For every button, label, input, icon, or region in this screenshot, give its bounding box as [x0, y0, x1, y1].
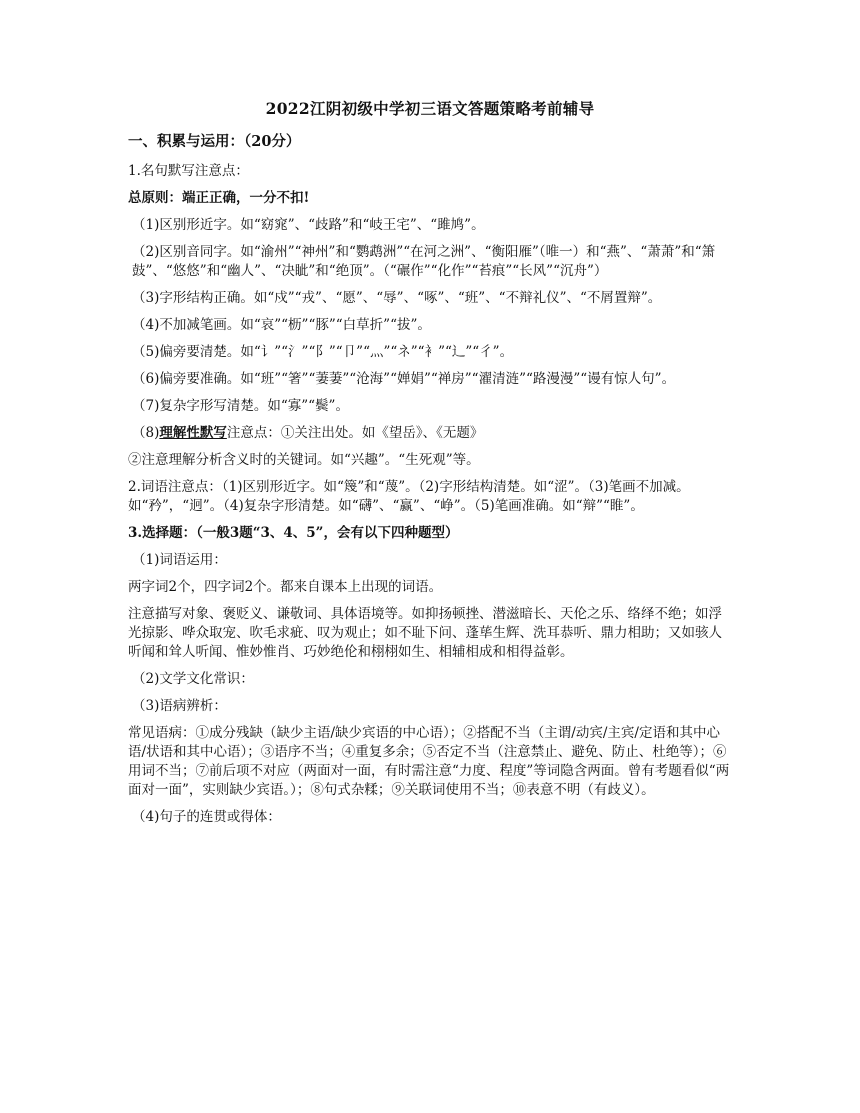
section-heading: 一、积累与运用：（20分）	[128, 133, 301, 150]
paragraph: 两字词2个，四字词2个。都来自课本上出现的词语。	[128, 579, 443, 595]
sub-heading: （4)句子的连贯或得体：	[132, 809, 281, 825]
rule-item: （4)不加减笔画。如“哀”“枥”“豚”“白草折”“拔”。	[132, 317, 431, 333]
item-heading: 1.名句默写注意点：	[128, 163, 249, 179]
item-paragraph: 2.词语注意点：（1)区别形近字。如“篾”和“蔑”。（2)字形结构清楚。如“涩”。（3)笔画不加减。如“矜”，“迥”。（4)复杂字形清楚。如“礴”、“赢”、“峥”。（5)笔画准确。如“辩”“睢”。	[128, 479, 690, 514]
rule-item	[128, 424, 732, 443]
rule-suffix: 注意点：①关注出处。如《望岳》、《无题》	[226, 425, 484, 441]
sub-heading: （1)词语运用：	[132, 552, 227, 568]
item-heading: 3.选择题：（一般3题“3、4、5”，会有以下四种题型）	[128, 525, 459, 541]
rule-item: （6)偏旁要准确。如“班”“箸”“萋萋”“沧海”“婵娟”“禅房”“濯清涟”“路漫漫”“谩有惊人句”。	[132, 371, 676, 387]
paragraph: 注意描写对象、褒贬义、谦敬词、具体语境等。如抑扬顿挫、潜滋暗长、天伦之乐、络绎不绝；如浮光掠影、哗众取宠、吹毛求疵、叹为观止；如不耻下问、蓬荜生辉、洗耳恭听、鼎力相助；又如骇人听闻和耸人听闻、惟妙惟肖、巧妙绝伦和栩栩如生、相辅相成和相得益彰。	[128, 606, 722, 660]
rule-item: （2)区别音同字。如“渝州”“神州”和“鹦鹉洲”“在河之洲”、“衡阳雁”（唯一）和“燕”、“萧萧”和“箫鼓”、“悠悠”和“幽人”、“决眦”和“绝顶”。（“碾作”“化作”“苔痕”“长风”“沉舟”）	[132, 244, 716, 279]
principle-text: 总原则：端正正确，一分不扣!	[128, 190, 310, 206]
underlined-term: 理解性默写	[159, 425, 227, 441]
sub-heading: （3)语病辨析：	[132, 698, 227, 714]
document-title: 2022江阴初级中学初三语文答题策略考前辅导	[265, 99, 595, 118]
rule-item: ②注意理解分析含义时的关键词。如“兴趣”。“生死观”等。	[128, 452, 480, 468]
rule-item: （7)复杂字形写清楚。如“寡”“鬓”。	[132, 398, 349, 414]
paragraph: 常见语病：①成分残缺（缺少主语/缺少宾语的中心语）；②搭配不当（主谓/动宾/主宾/定语和其中心语/状语和其中心语）；③语序不当；④重复多余；⑤否定不当（注意禁止、避免、防止、杜绝等）；⑥用词不当；⑦前后项不对应（两面对一面，有时需注意“力度、程度”等词隐含两面。曾有考题看似“两面对一面”，实则缺少宾语。）；⑧句式杂糅；⑨关联词使用不当；⑩表意不明（有歧义）。	[128, 725, 730, 798]
rule-item: （3)字形结构正确。如“戍”“戎”、“愿”、“辱”、“啄”、“班”、“不辩礼仪”、“不屑置辩”。	[132, 290, 662, 306]
rule-prefix: （8)	[132, 425, 160, 441]
rule-item: （1)区别形近字。如“窈窕”、“歧路”和“岐王宅”、“雎鸠”。	[132, 217, 485, 233]
rule-item: （5)偏旁要清楚。如“讠”“氵”“阝”“卩”“灬”“ネ”“衤”“辶”“彳”。	[132, 344, 514, 360]
sub-heading: （2)文学文化常识：	[132, 671, 254, 687]
